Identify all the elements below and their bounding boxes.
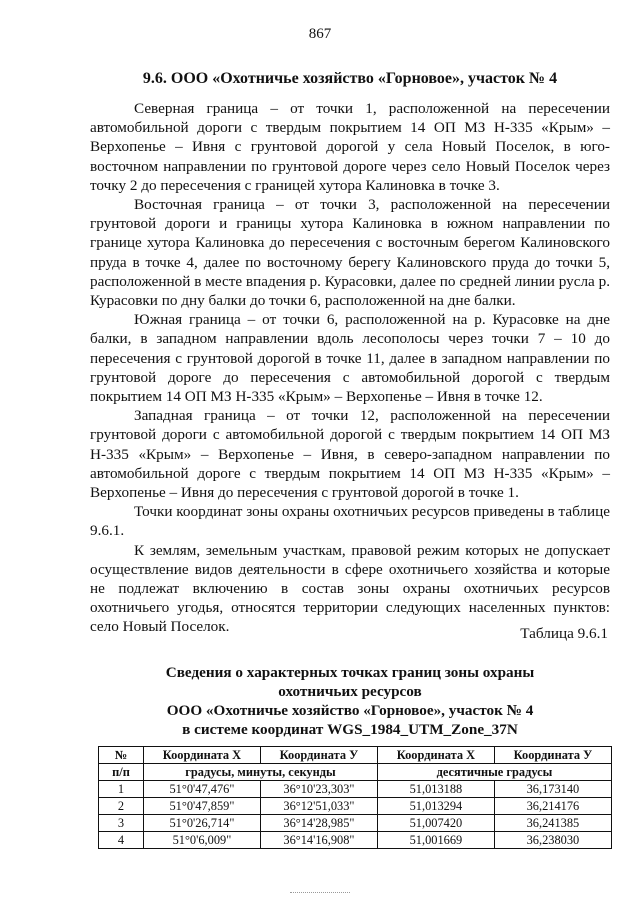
- page-number: 867: [308, 26, 332, 42]
- cell-y-dec: 36,214176: [494, 798, 611, 815]
- paragraph-excluded-lands: К землям, земельным участкам, правовой режим которых не допускает осуществление видов деятельности в сфере охотничьего хозяйства и которые не подлежат включению в состав зоны охраны охотничьих ресурсов охотничьего угодья, относятся территории следующих населенных пунктов: село Новый Поселок.: [90, 541, 610, 636]
- cell-x-dms: 51°0'47,476": [144, 781, 261, 798]
- table-row: [99, 781, 612, 798]
- cell-y-dms: 36°10'23,303": [260, 781, 377, 798]
- header-coord-x-dec: Координата X: [377, 747, 494, 764]
- cell-num: 1: [99, 781, 144, 798]
- table-title-line: в системе координат WGS_1984_UTM_Zone_37N: [182, 721, 518, 738]
- cell-num: 3: [99, 815, 144, 832]
- table-caption: Таблица 9.6.1: [520, 625, 608, 642]
- cell-x-dec: 51,007420: [377, 815, 494, 832]
- cell-num: 2: [99, 798, 144, 815]
- header-num: №: [99, 747, 144, 764]
- cell-y-dms: 36°14'28,985": [260, 815, 377, 832]
- scan-artifact-line: [290, 892, 350, 894]
- paragraph-north-border: Северная граница – от точки 1, расположенной на пересечении автомобильной дороги с твердым покрытием 14 ОП МЗ Н-335 «Крым» – Верхопенье – Ивня с грунтовой дорогой у села Новый Поселок, в юго-восточном направлении по грунтовой дороге через село Новый Поселок через точку 2 до пересечения с границей хутора Калиновка в точке 3.: [90, 100, 610, 194]
- table-title: [90, 663, 610, 739]
- table-row: [99, 798, 612, 815]
- table-subheader-row: [99, 764, 612, 781]
- cell-y-dec: 36,173140: [494, 781, 611, 798]
- table-row: [99, 815, 612, 832]
- table-row: [99, 832, 612, 849]
- header-coord-y-dms: Координата У: [260, 747, 377, 764]
- paragraph-west-border: Западная граница – от точки 12, расположенной на пересечении грунтовой дороги с автомобильной дорогой с твердым покрытием 14 ОП МЗ Н-335 «Крым» – Верхопенье – Ивня, в северо-западном направлении по автомобильной дороге с твердым покрытием 14 ОП МЗ Н-335 «Крым» – Верхопенье – Ивня до пересечения с грунтовой дорогой в точке 1.: [90, 407, 610, 502]
- cell-num: 4: [99, 832, 144, 849]
- coordinates-table: [98, 746, 612, 849]
- cell-y-dec: 36,241385: [494, 815, 611, 832]
- cell-y-dms: 36°12'51,033": [260, 798, 377, 815]
- cell-x-dec: 51,013294: [377, 798, 494, 815]
- header-num-sub: п/п: [99, 764, 144, 781]
- section-heading: 9.6. ООО «Охотничье хозяйство «Горновое», участок № 4: [142, 70, 558, 87]
- cell-x-dms: 51°0'6,009": [144, 832, 261, 849]
- header-coord-y-dec: Координата У: [494, 747, 611, 764]
- paragraph-table-reference: Точки координат зоны охраны охотничьих ресурсов приведены в таблице 9.6.1.: [90, 503, 610, 540]
- table-title-line: Сведения о характерных точках границ зоны охраны: [165, 664, 535, 681]
- header-group-dec: десятичные градусы: [377, 764, 611, 781]
- paragraph-east-border: Восточная граница – от точки 3, расположенной на пересечении грунтовой дороги и границы хутора Калиновка в южном направлении по границе хутора Калиновка до пересечения с восточным берегом Калиновского пруда в точке 4, далее по восточному берегу Калиновского пруда до точки 5, расположенной в месте впадения р. Курасовки, далее по средней линии русла р. Курасовки по дну балки до точки 6, расположенной на дне балки.: [90, 196, 610, 310]
- cell-y-dms: 36°14'16,908": [260, 832, 377, 849]
- table-title-line: ООО «Охотничье хозяйство «Горновое», участок № 4: [166, 702, 534, 719]
- cell-x-dms: 51°0'26,714": [144, 815, 261, 832]
- body-text: [90, 99, 610, 637]
- cell-x-dec: 51,001669: [377, 832, 494, 849]
- header-coord-x-dms: Координата X: [144, 747, 261, 764]
- table-header-row: [99, 747, 612, 764]
- cell-y-dec: 36,238030: [494, 832, 611, 849]
- table-title-line: охотничьих ресурсов: [278, 683, 422, 700]
- paragraph-south-border: Южная граница – от точки 6, расположенной на р. Курасовке на дне балки, в западном направлении вдоль лесополосы через точки 7 – 10 до пересечения с грунтовой дорогой в точке 11, далее в западном направлении по грунтовой дороге до пересечения с автомобильной дорогой с твердым покрытием 14 ОП МЗ Н-335 «Крым» – Верхопенье – Ивня в точке 12.: [90, 311, 610, 406]
- cell-x-dec: 51,013188: [377, 781, 494, 798]
- cell-x-dms: 51°0'47,859": [144, 798, 261, 815]
- header-group-dms: градусы, минуты, секунды: [144, 764, 378, 781]
